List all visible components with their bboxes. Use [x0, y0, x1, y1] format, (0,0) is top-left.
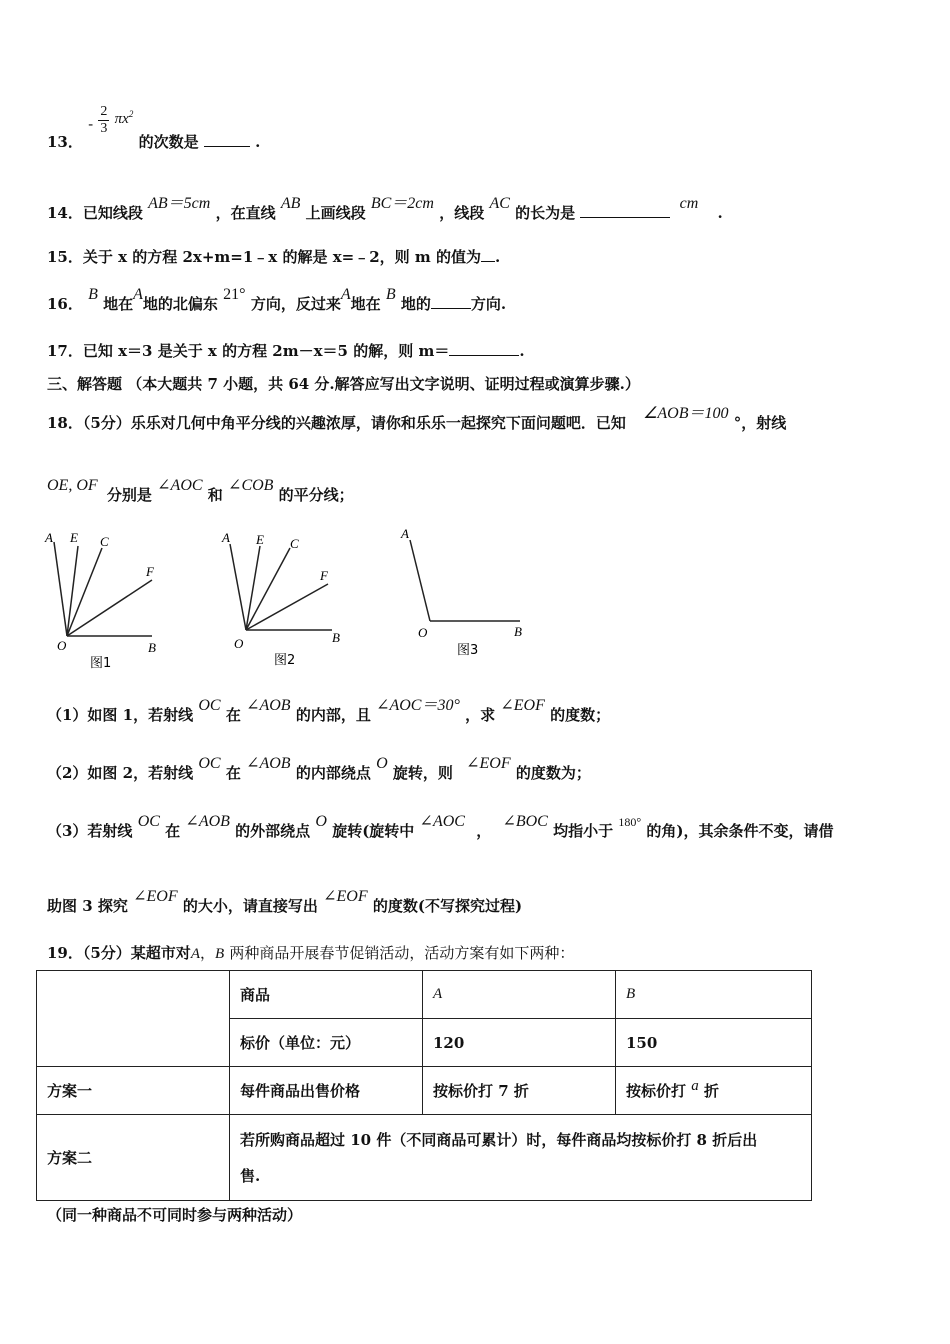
fig2-label-f: F: [320, 568, 328, 583]
table-header-b: B: [616, 971, 812, 1019]
q13-blank: [204, 146, 250, 147]
table-header-a: A: [423, 971, 616, 1019]
fig3-caption: 图3: [457, 643, 479, 658]
q15-blank: [481, 261, 495, 262]
fig1-label-e: E: [70, 530, 78, 545]
q18-intro: 18．（5分）乐乐对几何中角平分线的兴趣浓厚，请你和乐乐一起探究下面问题吧．已知 ∠AOB＝100 °，射线: [47, 405, 787, 432]
fig1-label-b: B: [148, 640, 156, 655]
fig2-label-a: A: [222, 530, 230, 545]
table-plan1-label: 每件商品出售价格: [230, 1067, 423, 1115]
table-plan1-b: 按标价打 a 折: [616, 1067, 812, 1115]
table-plan1-a: 按标价打 7 折: [423, 1067, 616, 1115]
q13-neg: -: [88, 114, 94, 133]
table-plan1: 方案一: [37, 1067, 230, 1115]
q18-part3: （3）若射线 OC 在 ∠AOB 的外部绕点 O 旋转(旋转中 ∠AOC ， ∠BOC 均指小于 $^{180^\circ}$ 的角)，其余条件不变，请借: [47, 813, 834, 840]
table-note: （同一种商品不可同时参与两种活动）: [47, 1206, 303, 1224]
figure-1: [54, 542, 152, 636]
table-price-label: 标价（单位：元）: [230, 1019, 423, 1067]
table-header-goods: 商品: [230, 971, 423, 1019]
q15: 15．关于 x 的方程 2x+m=1﹣x 的解是 x=﹣2，则 m 的值为 .: [47, 248, 501, 266]
fig3-label-a: A: [401, 526, 409, 541]
q17-blank: [449, 355, 519, 356]
fig2-label-e: E: [256, 532, 264, 547]
q13-pix: $\pi x^2$: [114, 108, 134, 127]
figure-3: [410, 540, 520, 621]
q18-part2: （2）如图 2，若射线 OC 在 ∠AOB 的内部绕点 O 旋转，则 ∠EOF 的度数为；: [47, 755, 591, 782]
q13: 13． - $\frac{2}{3}$ $\pi x^2$ 的次数是 .: [47, 104, 261, 151]
table-price-a: 120: [423, 1019, 616, 1067]
fig1-label-a: A: [45, 530, 53, 545]
fig3-label-o: O: [418, 625, 428, 640]
fig2-ray-oa: [230, 544, 246, 630]
table-price-b: 150: [616, 1019, 812, 1067]
fig1-ray-oa: [54, 542, 67, 636]
fig1-ray-of: [67, 580, 152, 636]
fig1-caption: 图1: [90, 656, 112, 671]
fig1-label-c: C: [100, 534, 109, 549]
figure-2: [230, 544, 332, 630]
q19-intro: 19．（5分）某超市对A，B 两种商品开展春节促销活动，活动方案有如下两种：: [47, 944, 575, 962]
figures: [40, 522, 540, 672]
fig2-label-b: B: [332, 630, 340, 645]
section-heading: 三、解答题 （本大题共 7 小题，共 64 分.解答应写出文字说明、证明过程或演算步骤.）: [47, 375, 640, 393]
fig3-ray-oa: [410, 540, 430, 621]
q18-part3-cont: 助图 3 探究 ∠EOF 的大小，请直接写出 ∠EOF 的度数(不写探究过程): [47, 888, 523, 915]
table-plan2: 方案二: [37, 1115, 230, 1201]
table-corner-cell: [37, 971, 230, 1067]
q17: 17．已知 x＝3 是关于 x 的方程 2m－x＝5 的解，则 m＝ .: [47, 342, 525, 360]
fig2-label-c: C: [290, 536, 299, 551]
fig2-label-o: O: [234, 636, 244, 651]
q16: 16． B 地在A地的北偏东 21° 方向，反过来A地在 B 地的 方向.: [47, 286, 507, 313]
q18-bisectors: OE, OF 分别是 ∠AOC 和 ∠COB 的平分线；: [47, 477, 354, 504]
fig1-label-o: O: [57, 638, 67, 653]
promotion-table: [36, 970, 812, 1201]
q16-blank: [431, 308, 471, 309]
q14: 14．已知线段 AB＝5cm ，在直线 AB 上画线段 BC＝2cm ，线段 AC 的长为是 cm .: [47, 195, 723, 222]
q18-part1: （1）如图 1，若射线 OC 在 ∠AOB 的内部，且 ∠AOC＝30° ，求 ∠EOF 的度数；: [47, 697, 611, 724]
fig3-label-b: B: [514, 624, 522, 639]
fig1-label-f: F: [146, 564, 154, 579]
q14-blank: [580, 217, 670, 218]
q13-fraction: $\frac{2}{3}$: [100, 104, 108, 136]
fig2-caption: 图2: [274, 653, 296, 668]
table-plan2-text: 若所购商品超过 10 件（不同商品可累计）时，每件商品均按标价打 8 折后出 售.: [230, 1115, 812, 1201]
